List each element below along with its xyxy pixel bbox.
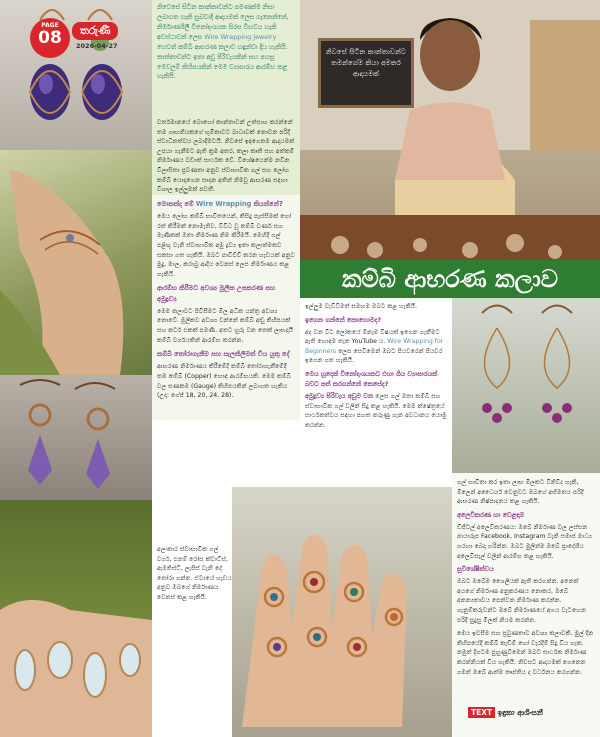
moonstone-pendants-photo bbox=[0, 500, 152, 737]
arm-illustration bbox=[0, 150, 152, 375]
heading-tools: ආරම්භ කිරීමට අවශ්‍ය මූලික උපකරණ සහ අමුද්‍රව්‍ය bbox=[157, 284, 276, 303]
intro-text-a: නිවෙසේ සිටින කාන්තාවන්ට පමණක්ම නිසා ලබාගත හැකි සුබවාදී ආදායමක් ලෙස ගැනෙන්නේ, නිර්මාණශීලී විනෝදාංශයක සිරස විභවය හැකි අවස්ථාවක් ලෙස bbox=[157, 3, 289, 41]
page-badge bbox=[30, 18, 70, 58]
heading-choosing-wire: කම්බි තෝරාගැනීම සහ සැලකිලිමත් විය යුතු දේ bbox=[157, 350, 290, 359]
byline-author: ඉඳුකා ආශිංසනී bbox=[497, 708, 543, 717]
heading-how-to-learn: ඉගෙන ගන්නේ කොහොමද? bbox=[305, 315, 382, 324]
col1-paragraph-3: මෙය ලෝහ කම්බි භාවිතයෙන්, කිසිදු පෑස්සීමක් හෝ රත් කිරීමක් නොමැතිව, විවිධ වූ කම්බි වර්ණ සහ මැණිකක් ඔතා නිර්මාණ නිම කිරීමයි. මෙහිදී ගල් පළිඟු වැනි ස්වාභාවික අමු ද්‍රව්‍ය ඉතා කලාත්මකව සකසා ගත හැකියි. ඔබට පාවිච්චි කරන හැඩයක් අනුව මුදු, මාල, කරාබු ආදිය වෙනස් ලෙස නිර්මාණය කළ හැකියි. bbox=[157, 213, 295, 278]
col3-paragraph-3: ඔබට ඔබේම ශෛලියක් ඇති කරගන්න. අනෙක් අයගේ නිර්මාණ අනුකරණය නොකර, ඔබේ අනන්‍යතාවය පෙන්වන නිර්මාණ කරන්න. ගැනුම්කරුවන්ට ඔබේ නිර්මාණයේ අගය වැටහෙන පරිදි සුදුසු මිලක් නියම කරන්න. bbox=[457, 578, 587, 624]
column-1-bottom bbox=[157, 545, 233, 607]
col3-paragraph-4: මෙය ඉවසීම සහ ප්‍රවුණතාව අවශ්‍ය කලාවකි. මුල් දින කිහිපයේදී කම්බි කැඩීම් හෝ වැරදීම් සිදු විය හැක. නමුත් දිගටම පුහුණුවීමෙන් ඔබට සාර්ථක නිර්මාණ කරන්නියක් විය හැකියි. නිවසට ආදායමක් ගෙනෙන ගමන් ඔබේ ආත්ම තෘප්තිය ද වර්ධනය කරගන්න. bbox=[457, 630, 594, 676]
col2-paragraph-1: ඉල්ලුම වැඩිවීමත් සමඟම ඔබට කළ හැකියි. bbox=[305, 303, 418, 310]
amethyst-earrings-photo bbox=[0, 375, 152, 500]
byline-brand: TEXT bbox=[468, 707, 495, 718]
heading-what-is-wire-wrapping: මොකක්ද මේ Wire Wrapping කියන්නේ? bbox=[157, 199, 283, 208]
chandelier-earrings-photo bbox=[452, 298, 600, 473]
rings-illustration bbox=[232, 487, 452, 737]
col1-paragraph-2: වර්තමානයේ බොහෝ කාන්තාවන් උත්සාහ කරන්නේ තම ගෘහනියකගේ භූමිකාවට බාධාවක් නොවන පරිදි ස්වාධීනත්වය ලබාදීමටයි. නිවසේ ඉඳගෙනම ආදායමක් උපයා ගැනීමට ඇති ක්‍රම අතර, කලා කෘති සහ අත්කම් නිර්මාණය වඩාත් සාර්ථක වේ. විශේෂයෙන්ම නවීන විලාසිතා ප්‍රවණතා අනුව ස්වාභාවික ගල් සහ ලෝහ කම්බි යොදාගෙන සාදන අතින් නිමවූ ආභරණ සඳහා විශාල ඉල්ලුමක් පවතී. bbox=[157, 119, 295, 194]
heading-uniqueness: සුවිශේෂීත්වය bbox=[457, 565, 494, 574]
arm-cuff-photo bbox=[0, 150, 152, 375]
column-3 bbox=[457, 478, 595, 681]
col3-paragraph-1: ගල් භාවිතා කර ඉතා ලාභ මිලකට විනිවිද හැකි, මිලෙන් අධෛර්ය වෙනුවට ඔබගේ අභිමතය පරිදි ආභරණ නිෂ්පාදනය කළ හැකියි. bbox=[457, 479, 584, 506]
column-2 bbox=[305, 302, 447, 435]
chandelier-illustration bbox=[452, 298, 600, 473]
intro-keyword: Wire Wrapping Jewelry bbox=[204, 32, 277, 41]
heading-business: මෙය හුදෙක් විනෝදාංශයකට එහා ගිය ව්‍යාපාරයක් බවට පත් කරගන්නේ කෙසේද? bbox=[305, 369, 438, 388]
col1-paragraph-6: අලංකාර ස්වාභාවික ගල් වර්ග, එනම් රෝස ක්වාට්ස්, ඇමතිස්ට්, ලැපිස් වැනි දේ තෝරා ගන්න. ඒවායේ හැඩය අනුව ඔබගේ නිර්මාණය වෙනස් කළ හැකියි. bbox=[157, 546, 232, 602]
col1-paragraph-5: ආභරණ නිර්මාණය කිරීමේදී කම්බි තෝරාගැනීමේදී තඹ කම්බි (Copper) හොඳ ආරම්භයකි. මෙම කම්බි වල ඝණකම (Gauge) කිහිපයකින් ලබාගත හැකිය (උදා: ගේජ් 18, 20, 24, 28). bbox=[157, 363, 291, 400]
col2-paragraph-3: අමුද්‍රව්‍ය පිරිවැය අඩුම වන ලෙස ගල් ඔතා කම්බි සහ ස්වාභාවික ගල් වලින් සිදු කළ හැකියි. මෙම ක්ෂේත්‍රයේ සාර්ථකත්වය සඳහා පහත කරුණු ගැන අවධානය යොමු කරන්න. bbox=[305, 391, 447, 429]
intro-paragraph bbox=[157, 3, 295, 86]
col3-paragraph-2: ඩිජිටල් අලෙවිකරණය: ඔබේ නිර්මාණ වල ලස්සන ඡායාරූප Facebook, Instagram වැනි සමාජ මාධ්‍ය හරහා බෙදා හරින්න. ඔබට මුලින්ම ඔබේ ප්‍රාදේශීය අලෙවිසැල් වලින් ආරම්භ කළ හැකියි. bbox=[457, 523, 592, 560]
amethyst-illustration bbox=[0, 375, 152, 500]
heading-marketing: අලෙවිකරණ හා වෙළඳාම bbox=[457, 510, 525, 519]
column-1 bbox=[157, 118, 295, 405]
issue-date: 2026-04-27 bbox=[76, 42, 118, 50]
col2-paragraph-2: අද වන විට ලෝකයේ ඕනෑම විෂයක් ඉගෙන ගැනීමට ඇති හොඳම තැන YouTube ය. Wire Wrapping for Beginners ලෙස සෙවීමෙන් ඔබට පියවරෙන් පියවර ඉගෙන ගත හැකියි. bbox=[305, 328, 444, 365]
page-label: PAGE bbox=[41, 22, 59, 29]
rings-hands-photo bbox=[232, 487, 452, 737]
section-tag bbox=[72, 22, 118, 40]
byline bbox=[468, 708, 543, 718]
caption-chalkboard bbox=[318, 38, 414, 108]
article-title: කම්බි ආභරණ කලාව bbox=[341, 265, 559, 293]
hand-illustration bbox=[0, 500, 152, 737]
intro-text-b: හෙවත් කම්බි ආභරණ කලාව හඳුන්වා දිය හැකියි. කාන්තාවන්ට ඉතා අඩු පිරිවැයකින් සහ පහසු මෙවලම් කිහිපයකින් මෙම ව්‍යාපාරය ආරම්භ කළ හැකියි. bbox=[157, 42, 288, 81]
section-name: තරුණී bbox=[80, 24, 111, 37]
page-number: 08 bbox=[38, 28, 62, 48]
col1-paragraph-4: මෙම කලාවට පිවිසීමට මිල අධික යන්ත්‍ර අවශ්‍ය නොවේ. මූලිකව අවශ්‍ය වන්නේ කම්බි අඬු කිහිපයක් සහ කටර් එකක් පමණි. අතට හුරු වන තෙක් ලාභදායී කම්බි වර්ගයකින් ආරම්භ කරන්න. bbox=[157, 307, 293, 344]
caption-text: නිවසේ සිටින කාන්තාවන්ට තමන්ගේම කියා අමතර ආදායමක් bbox=[325, 47, 407, 79]
